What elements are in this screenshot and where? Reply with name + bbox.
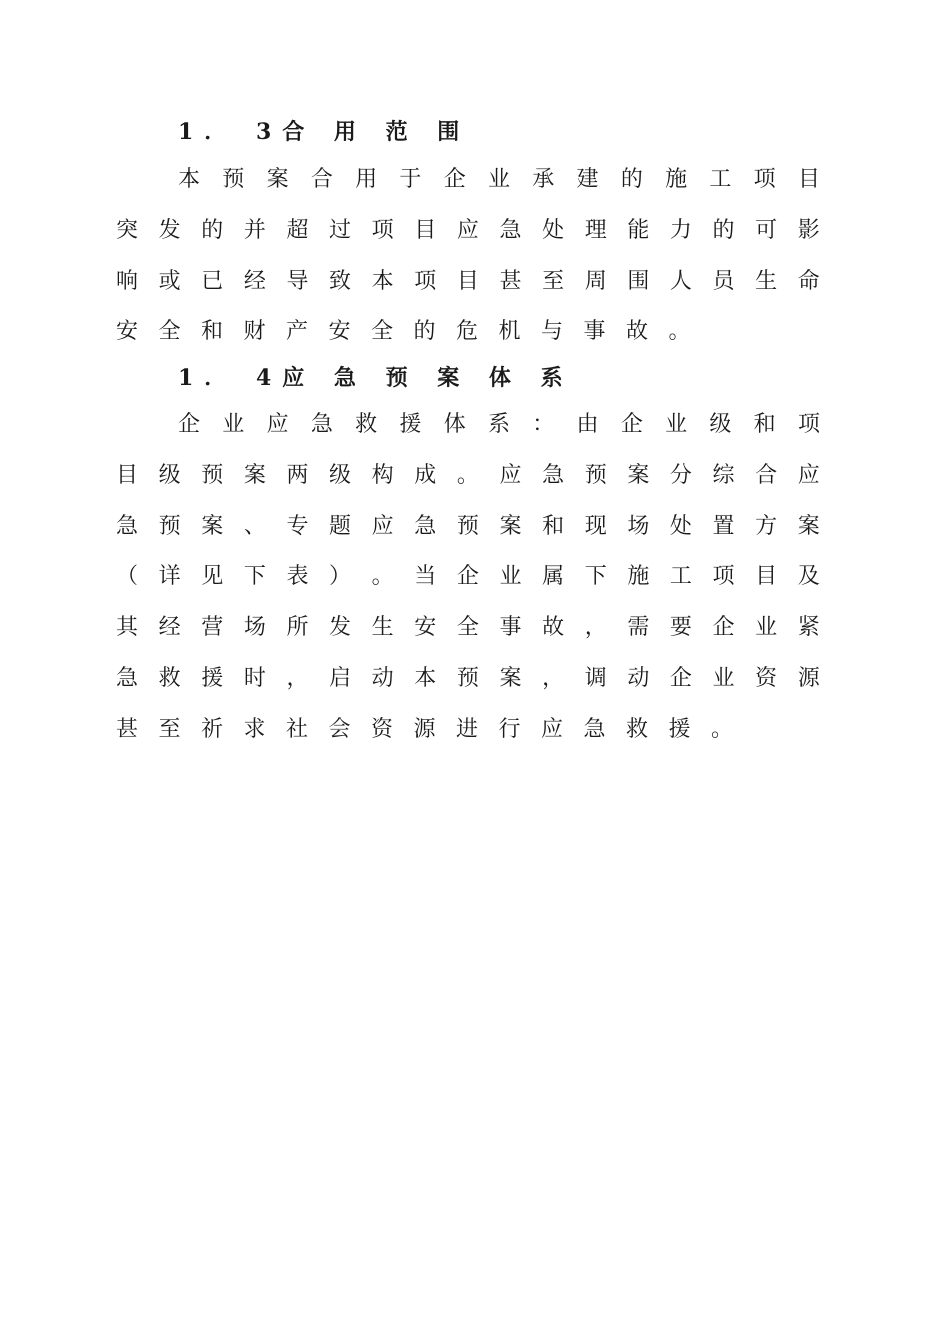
paragraph-line: 其 经 营 场 所 发 生 安 全 事 故 ， 需 要 企 业 紧 <box>116 615 820 641</box>
paragraph-line: 急 救 援 时 ， 启 动 本 预 案 ， 调 动 企 业 资 源 <box>116 665 820 691</box>
section-heading-system: 1． 4应 急 预 案 体 系 <box>178 365 574 391</box>
paragraph-line: 响 或 已 经 导 致 本 项 目 甚 至 周 围 人 员 生 命 <box>116 268 820 294</box>
paragraph-line: 甚至祈求社会资源进行应急救援。 <box>116 716 754 742</box>
paragraph-line: 本 预 案 合 用 于 企 业 承 建 的 施 工 项 目 <box>178 167 820 192</box>
paragraph-line: （ 详 见 下 表 ） 。 当 企 业 属 下 施 工 项 目 及 <box>116 564 820 590</box>
paragraph-line: 目 级 预 案 两 级 构 成 。 应 急 预 案 分 综 合 应 <box>116 462 820 488</box>
paragraph-line: 突 发 的 并 超 过 项 目 应 急 处 理 能 力 的 可 影 <box>116 217 820 243</box>
system-paragraph <box>116 400 820 756</box>
scope-paragraph <box>116 155 820 358</box>
paragraph-line: 企 业 应 急 救 援 体 系 ： 由 企 业 级 和 项 <box>178 412 820 437</box>
paragraph-line: 急 预 案 、 专 题 应 急 预 案 和 现 场 处 置 方 案 <box>116 513 820 539</box>
paragraph-line: 安全和财产安全的危机与事故。 <box>116 319 712 345</box>
section-heading-scope: 1． 3合 用 范 围 <box>178 119 471 145</box>
